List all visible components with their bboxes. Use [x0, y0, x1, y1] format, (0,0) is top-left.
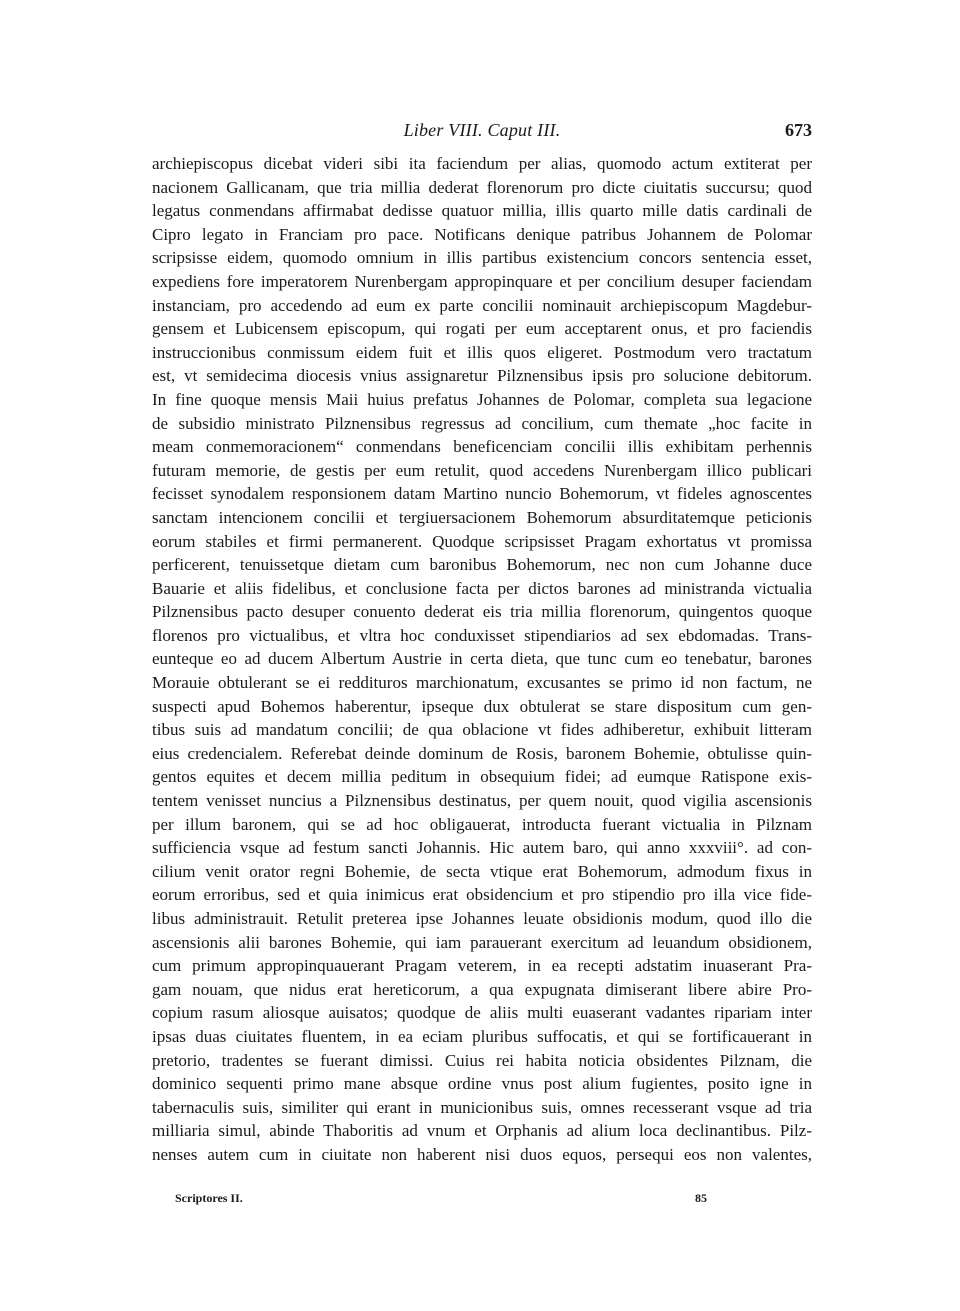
- text-line: meam conmemoracionem“ conmendans beneficenciam concilii illis exhibitam perhennis: [152, 437, 812, 457]
- running-head: [152, 117, 812, 143]
- text-line: perficerent, tenuissetque dietam cum baronibus Bohemorum, nec non cum Johanne duce: [152, 555, 812, 575]
- text-line: Pilznensibus pacto desuper conuento dederat eis tria millia florenorum, quingentos quoque: [152, 602, 812, 622]
- page-footer: [175, 1188, 735, 1208]
- text-line: milliaria simul, abinde Thaboritis ad vnum et Orphanis ad alium loca declinantibus. Pilz-: [152, 1121, 812, 1141]
- text-line: libus administrauit. Retulit preterea ipse Johannes leuate obsidionis modum, quod illo die: [152, 909, 812, 928]
- body-text: [152, 152, 812, 1167]
- page-number: 673: [785, 120, 812, 140]
- text-line: futuram memorie, de gestis per eum retulit, quod accedens Nurenbergam illico publicari: [152, 460, 812, 480]
- text-line: gentos equites et decem millia peditum in obsequium fidei; ad eumque Ratispone exis-: [152, 767, 812, 787]
- text-line: eorum erroribus, sed et quia inimicus erat obsidencium et pro stipendio pro illa vice fide-: [152, 885, 812, 905]
- text-line: nenses autem cum in ciuitate non haberent nisi duos equos, persequi eos non valentes,: [152, 1144, 812, 1164]
- text-line: pretorio, tradentes se fuerant dimissi. Cuius rei habita noticia obsidentes Pilznam, die: [152, 1050, 812, 1070]
- text-line: scripsisse eidem, quomodo omnium in illis partibus existencium concors sentencia esset,: [152, 248, 812, 268]
- text-line: de subsidio ministrato Pilznensibus regressus ad concilium, cum themate „hoc facite in: [152, 413, 812, 433]
- text-line: copium rasum aliosque auisatos; quodque de aliis multi euaserant vadantes ripariam inter: [152, 1003, 812, 1023]
- text-line: est, vt semidecima diocesis vnius assignaretur Pilznensibus ipsis pro solucione debitorum.: [152, 366, 812, 386]
- text-line: expediens fore imperatorem Nurenbergam appropinquare et per concilium desuper faciendam: [152, 271, 812, 291]
- text-line: tentem venisset nuncius a Pilznensibus destinatus, per quem nouit, quod vigilia ascensionis: [152, 791, 812, 811]
- text-line: archiepiscopus dicebat videri sibi ita faciendum per alias, quomodo actum extiterat per: [152, 154, 812, 173]
- text-line: In fine quoque mensis Maii huius prefatus Johannes de Polomar, completa sua legacione: [152, 389, 812, 409]
- text-line: tibus suis ad mandatum concilii; de qua oblacione vt fides adhiberetur, exhibuit litteram: [152, 720, 812, 740]
- text-line: eunteque eo ad ducem Albertum Austrie in certa dieta, que tunc cum eo tenebatur, barones: [152, 649, 812, 669]
- text-line: ascensionis alii barones Bohemie, qui iam parauerant exercitum ad leuandum obsidionem,: [152, 932, 812, 952]
- text-line: florenos pro victualibus, et vltra hoc conduxisset stipendiarios ad sex ebdomadas. Trans-: [152, 625, 812, 645]
- text-line: instanciam, pro accedendo ad eum ex parte concilii nominauit archiepiscopum Magdebur-: [152, 295, 812, 315]
- text-line: per illum baronem, qui se ad hoc obligauerat, introducta fuerant victualia in Pilznam: [152, 814, 812, 834]
- text-line: suspecti apud Bohemos haberentur, ipseque dux obtulerat se stare dispositum cum gen-: [152, 696, 812, 716]
- sheet-number: 85: [695, 1191, 707, 1205]
- text-line: tabernaculis suis, similiter qui erant in municionibus suis, omnes recesserant vsque ad tria: [152, 1097, 812, 1117]
- signature-mark: Scriptores II.: [175, 1191, 243, 1205]
- text-line: ipsas duas ciuitates fluentem, in ea eciam pluribus suffocatis, et qui se fortificauerant in: [152, 1026, 812, 1046]
- text-line: fecisset synodalem responsionem datam Martino nuncio Bohemorum, vt fideles agnoscentes: [152, 484, 812, 504]
- text-line: gensem et Lubicensem episcopum, qui rogati per eum acceptarent onus, et pro faciendis: [152, 319, 812, 339]
- text-line: eius credencialem. Referebat deinde dominum de Rosis, baronem Bohemie, obtulisse quin-: [152, 743, 812, 763]
- text-line: nacionem Gallicanam, que tria millia dederat florenorum pro dicte ciuitatis succursu; quod: [152, 177, 812, 197]
- text-line: gam nouam, que nidus erat hereticorum, a qua expugnata dimiserant libere abire Pro-: [152, 979, 812, 999]
- text-line: Cipro legato in Franciam pro pace. Notificans denique patribus Johannem de Polomar: [152, 224, 812, 244]
- text-line: instruccionibus conmissum eidem fuit et illis quos eligeret. Postmodum vero tractatum: [152, 342, 812, 362]
- text-line: cilium venit orator regni Bohemie, de secta vtique erat Bohemorum, admodum fixus in: [152, 861, 812, 881]
- running-title: Liber VIII. Caput III.: [403, 120, 561, 140]
- text-line: Bauarie et aliis fidelibus, et conclusione facta per dictos barones ad ministranda victualia: [152, 578, 812, 598]
- text-line: Morauie obtulerant se ei reddituros marchionatum, excusantes se primo id non factum, ne: [152, 673, 812, 693]
- text-line: dominico sequenti primo mane absque ordine vnus post alium fugientes, posito igne in: [152, 1074, 812, 1094]
- text-line: cum primum appropinquauerant Pragam veterem, in ea recepti adstatim inuaserant Pra-: [152, 956, 812, 976]
- text-line: sufficiencia vsque ad festum sancti Johannis. Hic autem baro, qui anno xxxviii°. ad con-: [152, 838, 812, 858]
- text-line: sanctam intencionem concilii et tergiuersacionem Bohemorum absurditatemque peticionis: [152, 507, 812, 527]
- text-line: eorum stabiles et firmi permanerent. Quodque scripsisset Pragam exhortatus vt promissa: [152, 531, 812, 551]
- text-line: legatus conmendans affirmabat dedisse quatuor millia, illis quarto mille datis cardinali de: [152, 201, 812, 221]
